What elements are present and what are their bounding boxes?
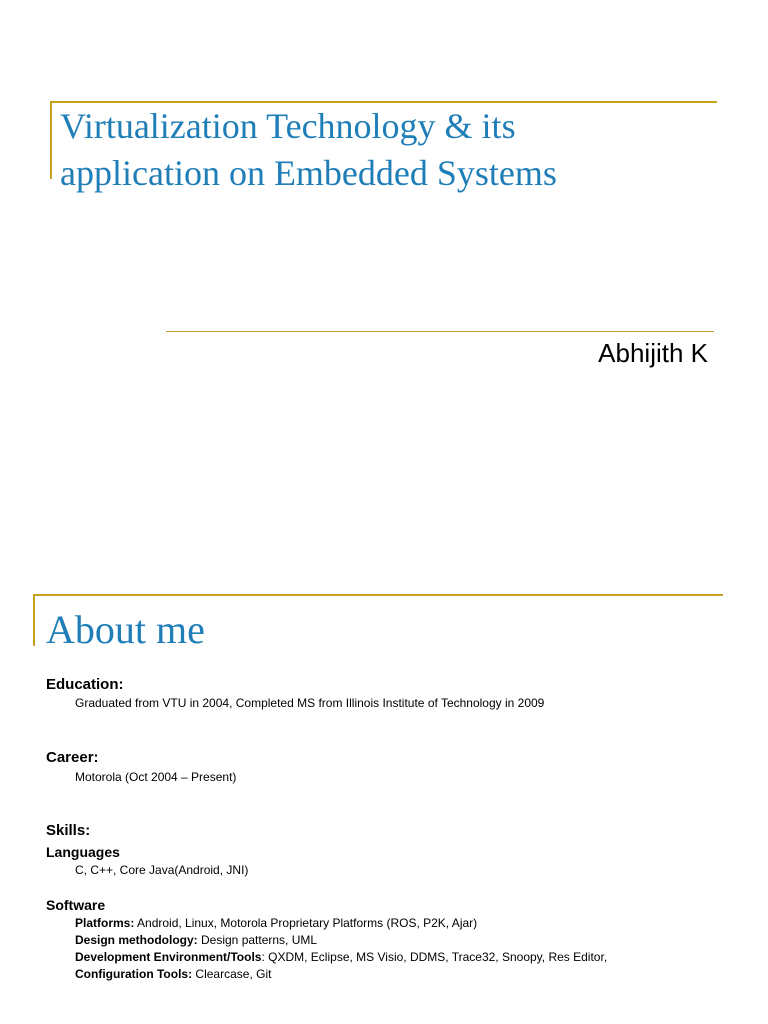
author-name: Abhijith K [598,338,708,368]
software-item-label: Development Environment/Tools [75,950,262,964]
software-item [75,916,477,930]
software-item-value: : QXDM, Eclipse, MS Visio, DDMS, Trace32, Snoopy, Res Editor, [261,950,608,964]
software-item-label: Design methodology: [75,933,198,947]
languages-text: C, C++, Core Java(Android, JNI) [75,863,249,877]
career-heading: Career: [46,749,99,766]
software-heading: Software [46,897,106,913]
skills-heading: Skills: [46,822,91,839]
about-left-rule [33,594,35,646]
education-heading: Education: [46,676,124,693]
software-item-value: Android, Linux, Motorola Proprietary Platforms (ROS, P2K, Ajar) [134,916,478,930]
software-item-value: Clearcase, Git [192,967,272,981]
career-text: Motorola (Oct 2004 – Present) [75,770,237,784]
software-item-label: Platforms: [75,916,135,930]
about-title: About me [46,607,205,652]
software-item [75,950,607,964]
about-top-rule [33,594,723,596]
slide-title-line2: application on Embedded Systems [60,153,557,193]
software-item-label: Configuration Tools: [75,967,193,981]
education-text: Graduated from VTU in 2004, Completed MS from Illinois Institute of Technology in 2009 [75,696,545,710]
title-left-rule [50,101,52,179]
languages-heading: Languages [46,844,120,860]
software-item [75,933,317,947]
slide-title [60,103,720,197]
slide-title-line1: Virtualization Technology & its [60,106,516,146]
author-rule [166,331,714,332]
software-item [75,967,271,981]
software-item-value: Design patterns, UML [197,933,318,947]
about-slide [0,580,768,1024]
